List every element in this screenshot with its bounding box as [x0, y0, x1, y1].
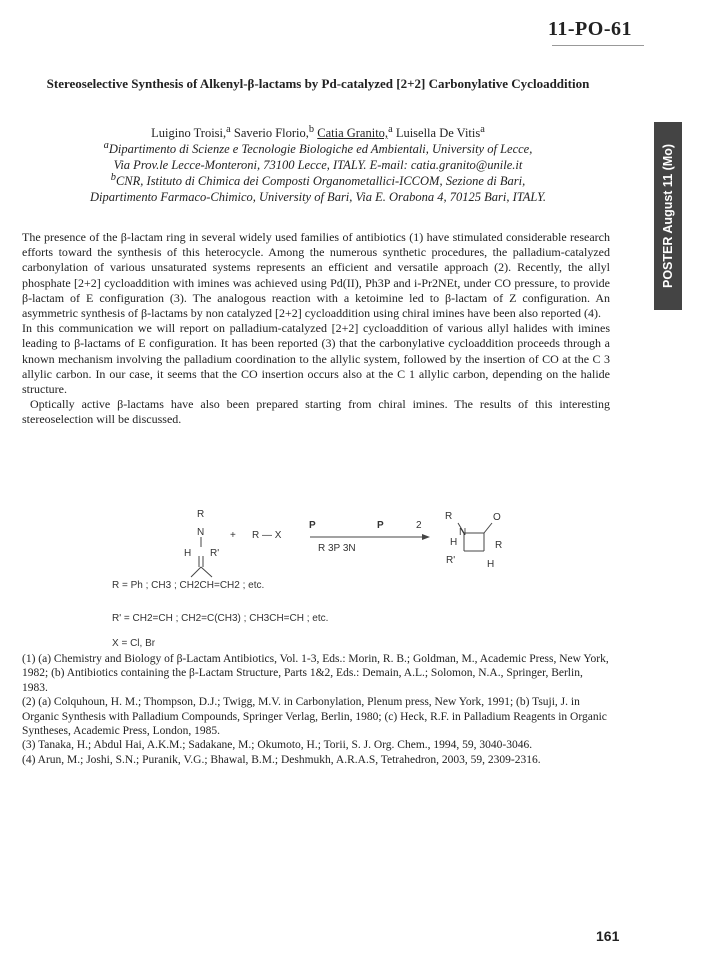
imine-r1: R' [210, 548, 220, 559]
product-n: N [459, 527, 467, 538]
imine-n: N [197, 527, 205, 538]
catalyst-1: P [309, 520, 316, 531]
aff-b-line2: Dipartimento Farmaco-Chimico, University of Bari, Via E. Orabona 4, 70125 Bari, ITALY. [89, 189, 547, 204]
product-r1: R' [446, 555, 456, 566]
author-3-presenting: Catia Granito, [317, 126, 389, 141]
author-2: Saverio Florio, [233, 126, 309, 141]
product-r2: R [495, 540, 503, 551]
poster-side-tab [654, 122, 682, 310]
body-paragraph-3: Optically active β-lactams have also been prepared starting from chiral imines. The results of this interesting stereoselection will be discussed. [22, 397, 610, 427]
aff-b-sup: b [110, 172, 116, 183]
definition-r: R = Ph ; CH3 ; CH2CH=CH2 ; etc. [112, 580, 265, 591]
abstract-code: 11-PO-61 [548, 18, 632, 40]
aff-a-line2: Via Prov.le Lecce-Monteroni, 73100 Lecce, ITALY. E-mail: catia.granito@unile.it [113, 157, 523, 172]
reference-4: (4) Arun, M.; Joshi, S.N.; Puranik, V.G.; Bhawal, B.M.; Deshmukh, A.R.A.S, Tetrahedron, 2003, 59, 2309-2316. [22, 753, 541, 766]
abstract-body [22, 230, 610, 428]
catalyst-2: P [377, 520, 384, 531]
imine-bond-ch [191, 567, 201, 577]
aff-a-sup: a [103, 140, 109, 151]
author-3-sup: a [388, 124, 393, 135]
imine-r: R [197, 509, 205, 520]
author-4-sup: a [480, 124, 485, 135]
lactam-carbonyl [484, 523, 492, 533]
product-r: R [445, 511, 453, 522]
code-rule [552, 45, 644, 46]
page-number: 161 [596, 928, 620, 944]
affiliation-a [40, 138, 596, 173]
author-4: Luisella De Vitis [395, 126, 481, 141]
paper-title: Stereoselective Synthesis of Alkenyl-β-lactams by Pd-catalyzed [2+2] Carbonylative Cycloaddition [46, 76, 590, 91]
reaction-arrowhead [422, 534, 430, 540]
product-h2: H [487, 559, 495, 570]
affiliation-b [40, 170, 596, 205]
body-paragraph-1: The presence of the β-lactam ring in several widely used families of antibiotics (1) have stimulated considerable research efforts toward the synthesis of this heterocycle. Among the numerous synthetic procedures, the palladium-catalyzed carbonylation of various unsaturated systems represents an efficient and versatile approach (2). Recently, the allyl phosphate [2+2] cycloaddition with imines was achieved using Pd(II), Ph3P and i-Pr2NEt, under CO pressure, to provide β-lactam of E configuration (3). The analogous reaction with a ketoimine led to β-lactam of Z configuration. An asymmetric synthesis of β-lactams by non catalyzed [2+2] cycloaddition using chiral imines have been also reported (4). [22, 230, 610, 321]
allyl-halide: R — X [252, 530, 282, 541]
reference-2: (2) (a) Colquhoun, H. M.; Thompson, D.J.; Twigg, M.V. in Carbonylation, Plenum press, New York, 1991; (b) Tsuji, J. in Organic Synthesis with Palladium Compounds, Springer Verlag, Berlin, 1980; (c) Heck, R.F. in Palladium Reagents in Organic Syntheses, Academic Press, London, 1985. [22, 696, 607, 738]
conditions: R 3P 3N [318, 543, 356, 554]
definition-x: X = Cl, Br [112, 638, 156, 649]
side-tab-label: POSTER August 11 (Mo) [661, 144, 675, 288]
reaction-scheme [100, 503, 530, 651]
imine-bond-cr [201, 567, 212, 577]
aff-b-line1: CNR, Istituto di Chimica dei Composti Organometallici-ICCOM, Sezione di Bari, [115, 174, 526, 189]
reference-1: (1) (a) Chemistry and Biology of β-Lactam Antibiotics, Vol. 1-3, Eds.: Morin, R. B.; Goldman, M., Academic Press, New York, 1982; (b) Antibiotics containing the β-Lactam Structure, Parts 1&2, Eds.: Demain, A.L.; Solomon, N.A., Springer, Berlin, 1983. [22, 653, 609, 694]
product-h1: H [450, 537, 458, 548]
imine-h: H [184, 548, 192, 559]
author-1: Luigino Troisi, [151, 126, 227, 141]
body-paragraph-2: In this communication we will report on palladium-catalyzed [2+2] cycloaddition of various allyl halides with imines leading to β-lactams of E configuration. It has been reported (3) that the carbonylative cycloaddition proceeds through a known mechanism involving the palladium coordination to the allylic system, followed by the insertion of CO at the C 3 allylic carbon. In our case, it seems that the CO insertion occurs also at the C 1 allylic carbon, depending on the halide structure. [22, 321, 610, 397]
author-1-sup: a [226, 124, 231, 135]
reference-3: (3) Tanaka, H.; Abdul Hai, A.K.M.; Sadakane, M.; Okumoto, H.; Torii, S. J. Org. Chem., 1994, 59, 3040-3046. [22, 739, 533, 752]
aff-a-line1: Dipartimento di Scienze e Tecnologie Biologiche ed Ambientali, University of Lecce, [108, 142, 533, 157]
reference-list [22, 652, 610, 767]
product-o: O [493, 512, 501, 523]
catalyst-subscript: 2 [416, 520, 422, 531]
scheme-plus: + [230, 530, 236, 541]
definition-r1: R' = CH2=CH ; CH2=C(CH3) ; CH3CH=CH ; etc. [112, 613, 329, 624]
author-2-sup: b [308, 124, 315, 135]
